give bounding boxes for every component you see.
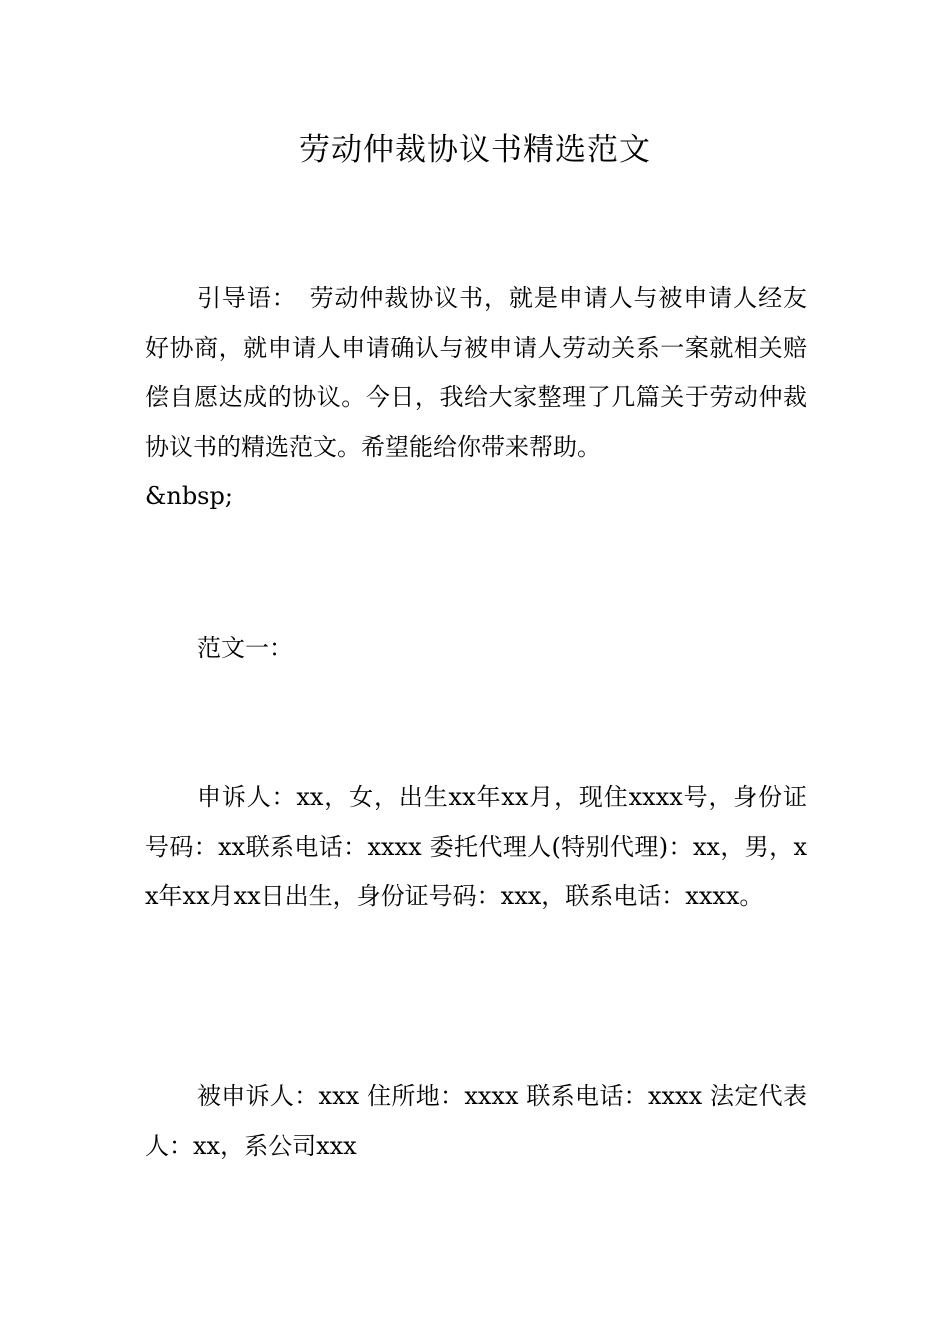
intro-text: 引导语： 劳动仲裁协议书，就是申请人与被申请人经友好协商，就申请人申请确认与被申请人劳动关系一案就相关赔偿自愿达成的协议。今日，我给大家整理了几篇关于劳动仲裁协议书的精选范文。希望能给你带来帮助。 bbox=[145, 284, 807, 461]
complainant-paragraph: 申诉人：xx，女，出生xx年xx月，现住xxxx号，身份证号码：xx联系电话：xxxx 委托代理人(特别代理)：xx，男，xx年xx月xx日出生，身份证号码：xxx，联系电话：xxxx。 bbox=[145, 783, 807, 910]
intro-paragraph bbox=[145, 274, 807, 522]
nbsp-entity-text: &nbsp; bbox=[145, 482, 233, 510]
sample-heading: 范文一： bbox=[197, 634, 293, 662]
document-title: 劳动仲裁协议书精选范文 bbox=[299, 132, 651, 168]
respondent-paragraph: 被申诉人：xxx 住所地：xxxx 联系电话：xxxx 法定代表人：xx，系公司xxx bbox=[145, 1082, 807, 1160]
